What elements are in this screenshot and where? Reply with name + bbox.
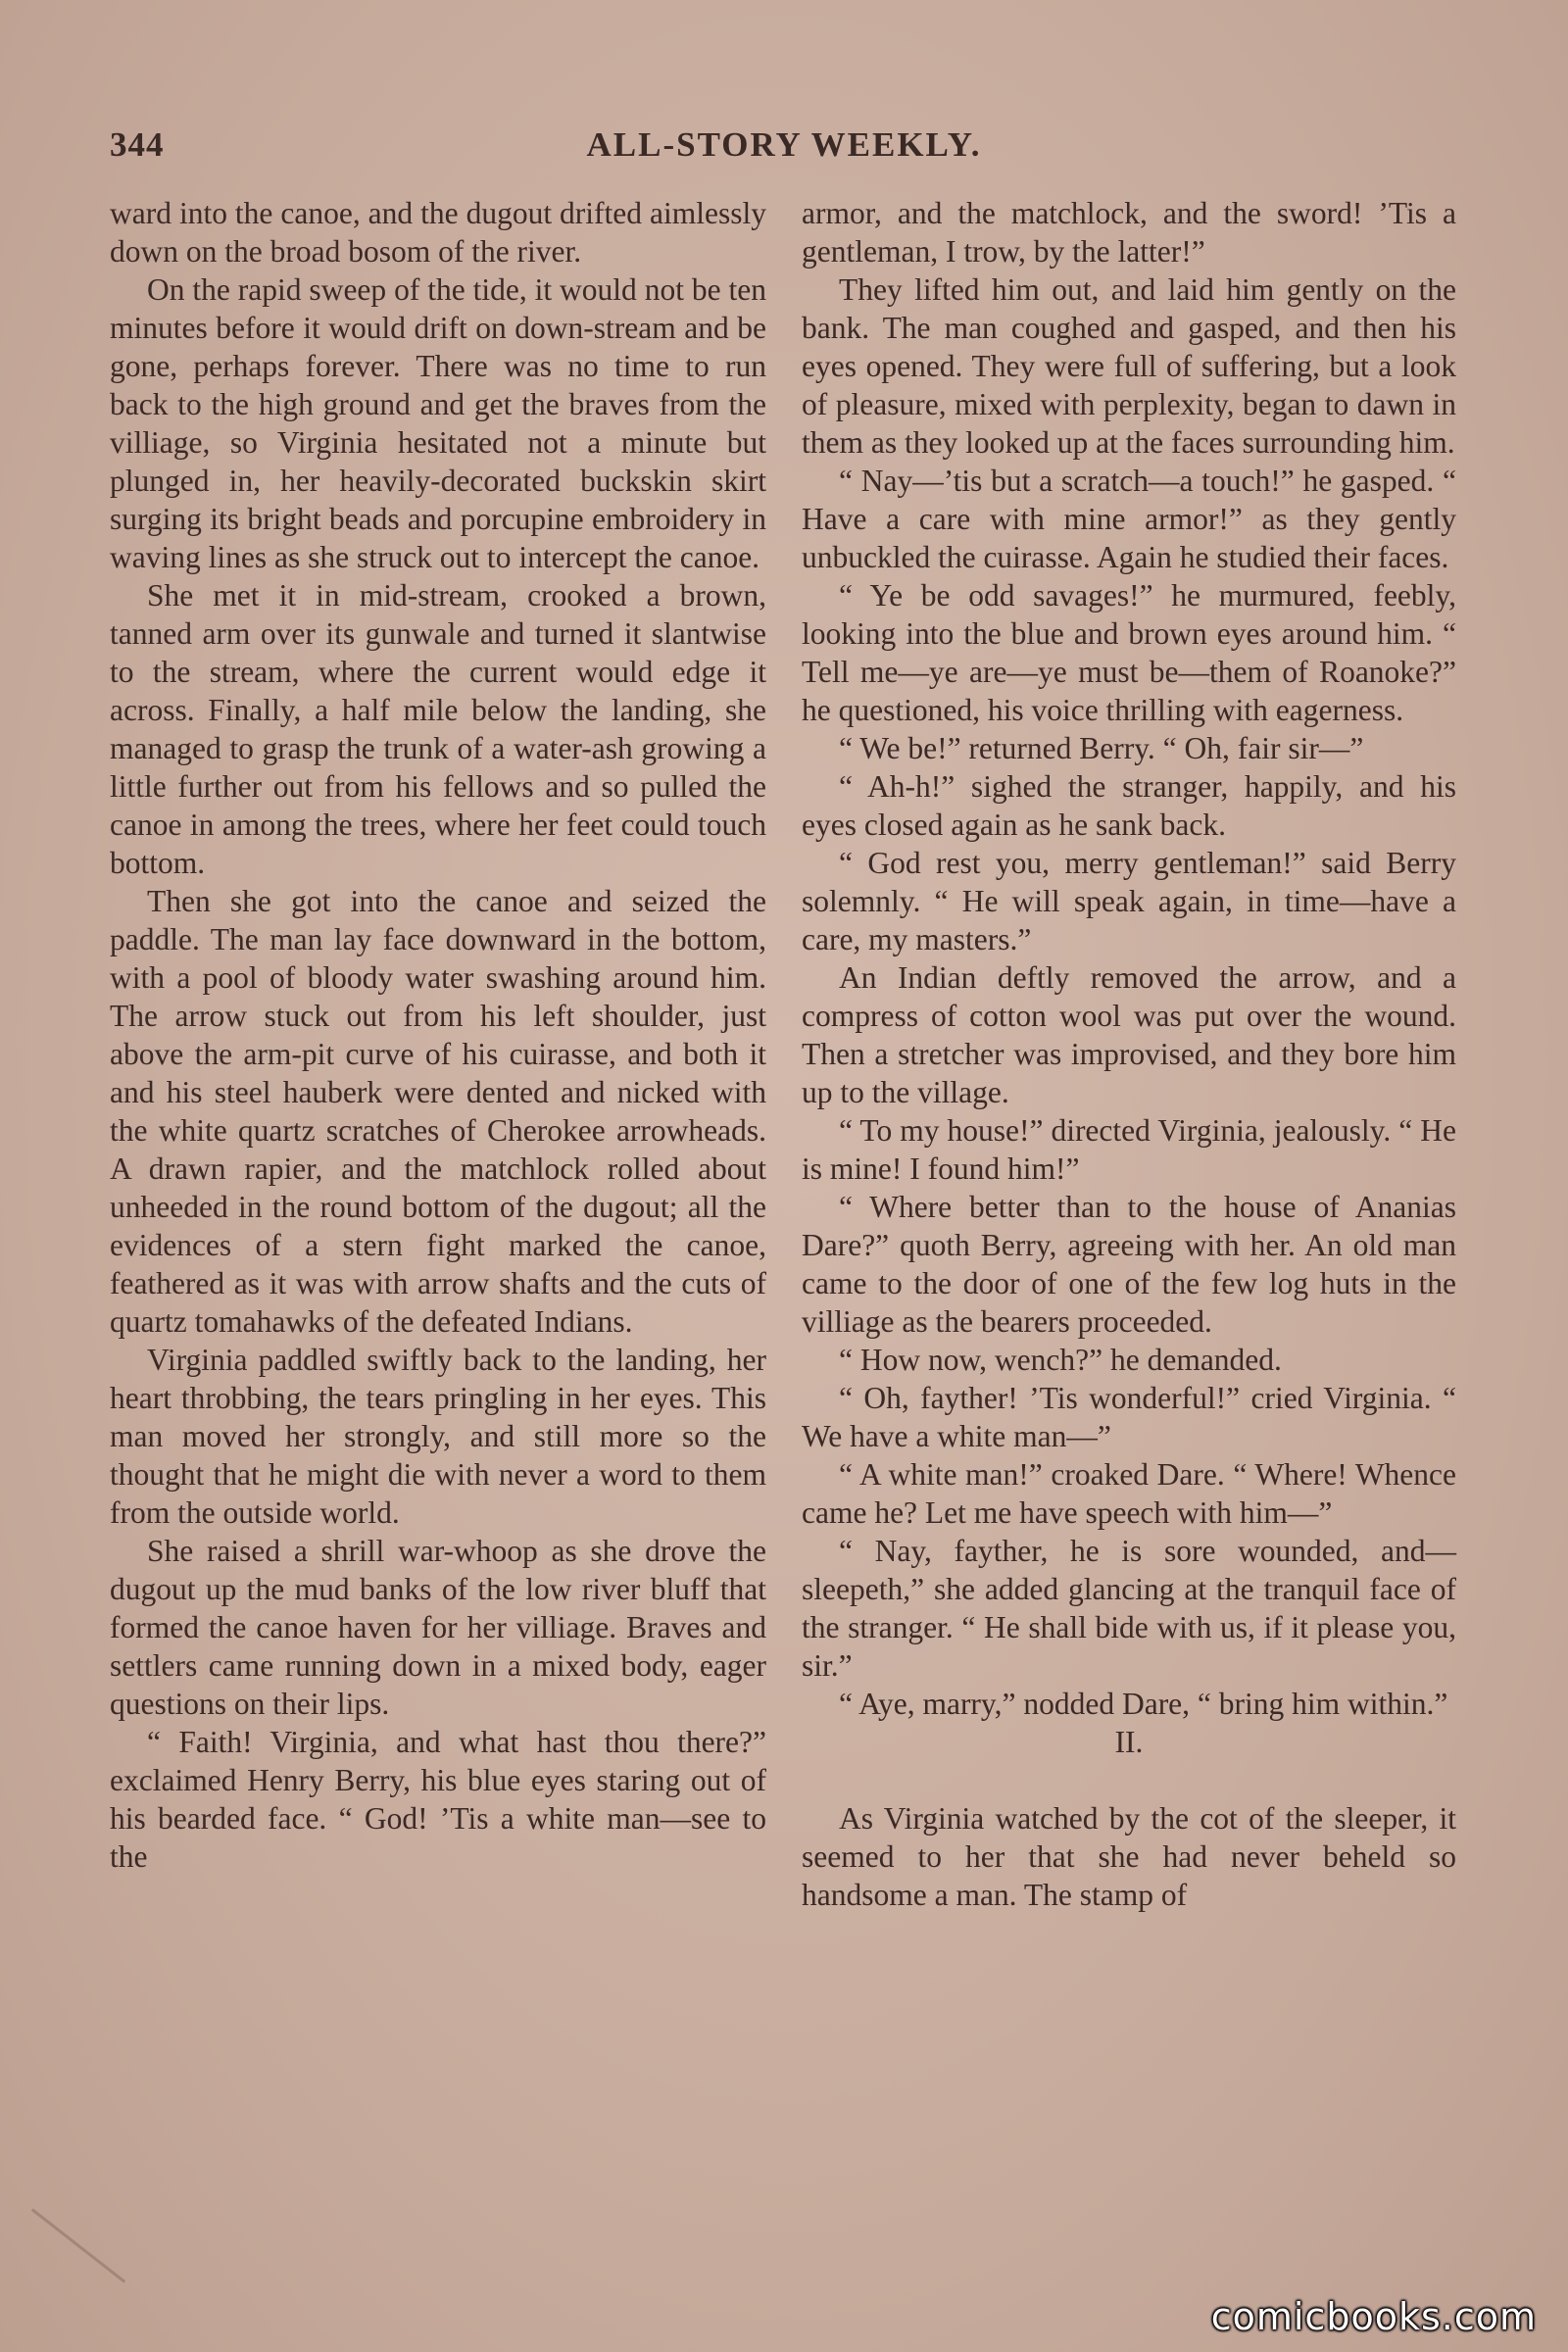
paragraph: armor, and the matchlock, and the sword! ’Tis a gentleman, I trow, by the latter!” [802, 196, 1456, 269]
paragraph: “ How now, wench?” he demanded. [839, 1343, 1282, 1377]
paragraph: She met it in mid-stream, crooked a brown, tanned arm over its gunwale and turned it slantwise to the stream, where the current would edge it across. Finally, a half mile below the landing, she managed to grasp the trunk of a water-ash growing a little further out from his fellows and so pulled the canoe in among the trees, where her feet could touch bottom. [110, 578, 766, 880]
paragraph: They lifted him out, and laid him gently on the bank. The man coughed and gasped, and then his eyes opened. They were full of suffering, but a look of pleasure, mixed with perplexity, began to dawn in them as they looked up at the faces surrounding him. [802, 272, 1456, 460]
section-heading: II. [1114, 1725, 1144, 1759]
paragraph: ward into the canoe, and the dugout drifted aimlessly down on the broad bosom of the river. [110, 196, 766, 269]
paragraph: “ Nay, fayther, he is sore wounded, and—sleepeth,” she added glancing at the tranquil face of the stranger. “ He shall bide with us, if it please you, sir.” [802, 1534, 1456, 1683]
running-title: ALL-STORY WEEKLY. [586, 125, 982, 164]
paragraph: “ A white man!” croaked Dare. “ Where! Whence came he? Let me have speech with him—” [802, 1457, 1456, 1530]
paragraph: “ Nay—’tis but a scratch—a touch!” he gasped. “ Have a care with mine armor!” as they gently unbuckled the cuirasse. Again he studied their faces. [802, 464, 1456, 574]
paragraph: “ Aye, marry,” nodded Dare, “ bring him within.” [839, 1687, 1448, 1721]
paragraph: “ To my house!” directed Virginia, jealously. “ He is mine! I found him!” [802, 1113, 1456, 1186]
paragraph: As Virginia watched by the cot of the sleeper, it seemed to her that she had never beheld so handsome a man. The stamp of [802, 1801, 1456, 1912]
paragraph: “ Ah-h!” sighed the stranger, happily, and his eyes closed again as he sank back. [802, 769, 1456, 842]
paragraph: An Indian deftly removed the arrow, and a compress of cotton wool was put over the wound. Then a stretcher was improvised, and they bore him up to the village. [802, 960, 1456, 1109]
paragraph: “ Faith! Virginia, and what hast thou there?” exclaimed Henry Berry, his blue eyes staring out of his bearded face. “ God! ’Tis a white man—see to the [110, 1725, 766, 1874]
paragraph: “ We be!” returned Berry. “ Oh, fair sir—” [839, 731, 1364, 765]
paragraph: “ God rest you, merry gentleman!” said Berry solemnly. “ He will speak again, in time—have a care, my masters.” [802, 846, 1456, 956]
paragraph: On the rapid sweep of the tide, it would not be ten minutes before it would drift on down-stream and be gone, perhaps forever. There was no time to run back to the high ground and get the braves from the villiage, so Virginia hesitated not a minute but plunged in, her heavily-decorated buckskin skirt surging its bright beads and porcupine embroidery in waving lines as she struck out to intercept the canoe. [110, 272, 766, 574]
paragraph: “ Oh, fayther! ’Tis wonderful!” cried Virginia. “ We have a white man—” [802, 1381, 1456, 1453]
paragraph: Then she got into the canoe and seized the paddle. The man lay face downward in the bottom, with a pool of bloody water swashing around him. The arrow stuck out from his left shoulder, just above the arm-pit curve of his cuirasse, and both it and his steel hauberk were dented and nicked with the white quartz scratches of Cherokee arrowheads. A drawn rapier, and the matchlock rolled about unheeded in the round bottom of the dugout; all the evidences of a stern fight marked the canoe, feathered as it was with arrow shafts and the cuts of quartz tomahawks of the defeated Indians. [110, 884, 766, 1339]
page-crease [31, 2208, 125, 2282]
paragraph: Virginia paddled swiftly back to the landing, her heart throbbing, the tears pringling in her eyes. This man moved her strongly, and still more so the thought that he might die with never a word to them from the outside world. [110, 1343, 766, 1530]
paragraph: “ Where better than to the house of Ananias Dare?” quoth Berry, agreeing with her. An old man came to the door of one of the few log huts in the villiage as the bearers proceeded. [802, 1190, 1456, 1339]
right-column [802, 194, 1456, 1914]
page-number: 344 [110, 125, 165, 164]
watermark: comicbooks.com [1210, 2295, 1537, 2338]
paragraph: She raised a shrill war-whoop as she drove the dugout up the mud banks of the low river bluff that formed the canoe haven for her villiage. Braves and settlers came running down in a mixed body, eager questions on their lips. [110, 1534, 766, 1721]
left-column [110, 194, 766, 1876]
paragraph: “ Ye be odd savages!” he murmured, feebly, looking into the blue and brown eyes around him. “ Tell me—ye are—ye must be—them of Roanoke?” he questioned, his voice thrilling with eagerness. [802, 578, 1456, 727]
